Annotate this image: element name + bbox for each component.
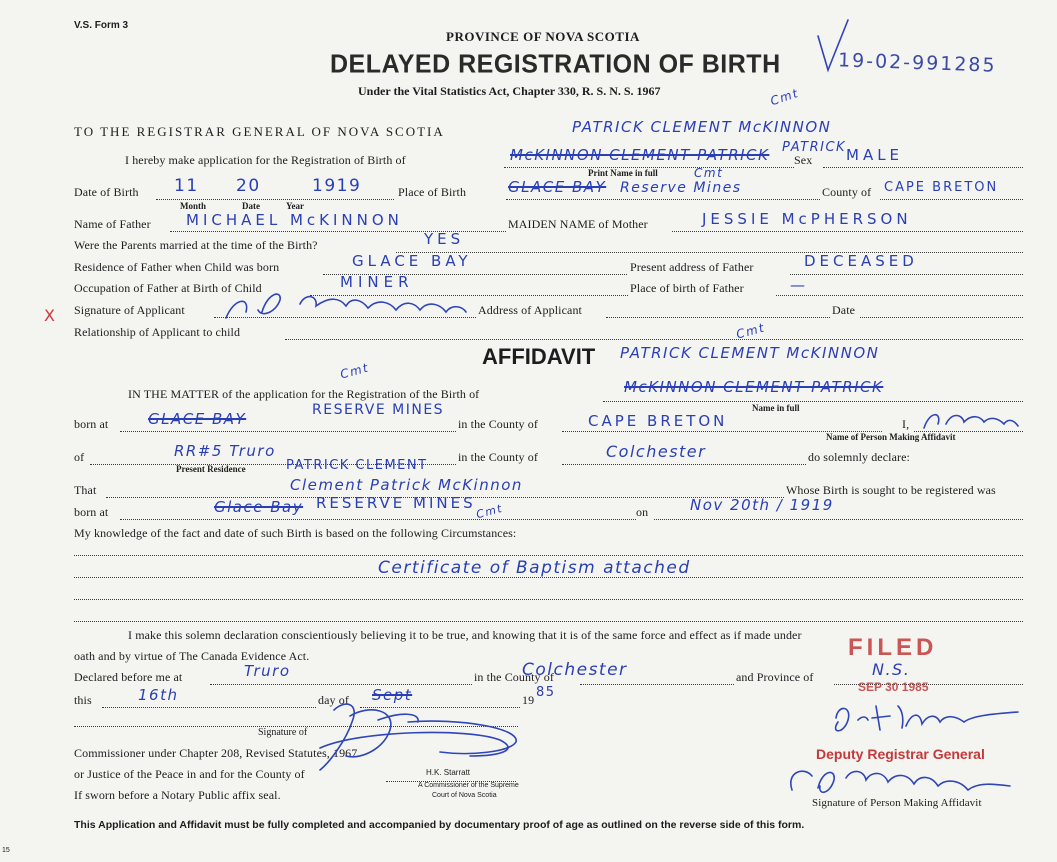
- mother-label: MAIDEN NAME of Mother: [508, 217, 648, 231]
- address-label: Address of Applicant: [478, 303, 582, 317]
- this-label: this: [74, 693, 92, 707]
- whose-birth-label: Whose Birth is sought to be registered was: [786, 483, 996, 497]
- declared-county-value: Colchester: [522, 660, 628, 680]
- solemn-line-2: oath and by virtue of The Canada Evidence Act.: [74, 649, 310, 663]
- dob-month: 11: [174, 176, 199, 196]
- that-value: Clement Patrick McKinnon: [290, 476, 523, 494]
- of-value: RR#5 Truro: [174, 442, 276, 460]
- place-label: Place of Birth: [398, 185, 467, 199]
- residence-value: GLACE BAY: [352, 252, 472, 270]
- name-struck: McKINNON CLEMENT PATRICK: [510, 146, 770, 164]
- occupation-label: Occupation of Father at Birth of Child: [74, 281, 262, 295]
- month-label: Month: [180, 201, 207, 211]
- signature-of-label: Signature of: [258, 727, 308, 738]
- declared-label: Declared before me at: [74, 670, 183, 684]
- county-label: County of: [822, 185, 872, 199]
- knowledge-label: My knowledge of the fact and date of such Birth is based on the following Circumstances:: [74, 526, 517, 540]
- this-value: 16th: [138, 686, 179, 704]
- married-label: Were the Parents married at the time of the Birth?: [74, 238, 318, 252]
- date-field-label: Date: [832, 303, 856, 317]
- initials-1: Cmt: [768, 85, 801, 109]
- day-of-label: day of: [318, 693, 349, 707]
- place-value: Reserve Mines: [620, 180, 742, 196]
- corner-number: 15: [2, 847, 10, 854]
- print-name-label: Print Name in full: [588, 168, 658, 178]
- knowledge-initials: Cmt: [474, 501, 505, 522]
- matter-initials: Cmt: [338, 360, 371, 382]
- on-value: Nov 20th / 1919: [690, 496, 834, 514]
- born-county-value: CAPE BRETON: [588, 412, 728, 430]
- registrar-signature: [836, 706, 1018, 731]
- matter-name-struck: McKINNON CLEMENT PATRICK: [624, 378, 884, 396]
- dob-day: 20: [236, 176, 261, 196]
- day-of-value: Sept: [372, 686, 413, 704]
- that-insert: PATRICK CLEMENT: [286, 458, 428, 473]
- father-value: MICHAEL McKINNON: [186, 211, 403, 229]
- commissioner-stamp-line-1: A Commissioner of the Supreme: [418, 782, 519, 789]
- filed-date-stamp: SEP 30 1985: [858, 680, 929, 694]
- father-label: Name of Father: [74, 217, 151, 231]
- footer-note: This Application and Affidavit must be fully completed and accompanied by documentary proof of age as outlined on the reverse side of this form.: [74, 819, 805, 831]
- registration-number: 19-02-991285: [837, 49, 997, 77]
- to-name: PATRICK CLEMENT McKINNON: [572, 118, 832, 136]
- matter-label: IN THE MATTER of the application for the Registration of the Birth of: [128, 387, 480, 401]
- born-at-2-label: born at: [74, 505, 109, 519]
- father-birthplace-label: Place of birth of Father: [630, 281, 744, 295]
- to-registrar-line: TO THE REGISTRAR GENERAL OF NOVA SCOTIA: [74, 124, 445, 139]
- present-address-label: Present address of Father: [630, 260, 754, 274]
- applicant-signature: [226, 294, 466, 318]
- commissioner-stamp-line-2: Court of Nova Scotia: [432, 792, 497, 799]
- affidavit-heading: AFFIDAVIT: [482, 344, 596, 369]
- province-value: N.S.: [872, 660, 911, 679]
- born-value: RESERVE MINES: [312, 402, 445, 418]
- in-county-3-label: in the County of: [474, 670, 554, 684]
- year-value: 85: [536, 685, 556, 700]
- form-title: DELAYED REGISTRATION OF BIRTH: [330, 49, 781, 79]
- deputy-registrar-stamp: Deputy Registrar General: [816, 746, 985, 762]
- year-label: Year: [286, 201, 304, 211]
- declared-value: Truro: [244, 662, 291, 680]
- residence-county-value: Colchester: [606, 442, 707, 461]
- born-at-label: born at: [74, 417, 109, 431]
- commissioner-label: Commissioner under Chapter 208, Revised Statutes, 1967: [74, 746, 358, 760]
- affidavit-heading-name: PATRICK CLEMENT McKINNON: [620, 344, 880, 362]
- date-label: Date: [242, 201, 260, 211]
- in-county-2-label: in the County of: [458, 450, 538, 464]
- occupation-value: MINER: [340, 273, 414, 291]
- i-label: I,: [902, 417, 910, 431]
- name-full-label: Name in full: [752, 403, 800, 413]
- circumstances-value: Certificate of Baptism attached: [378, 558, 691, 578]
- application-label: I hereby make application for the Registration of Birth of: [125, 153, 406, 167]
- county-value: CAPE BRETON: [884, 180, 999, 195]
- declare-label: do solemnly declare:: [808, 450, 910, 464]
- filed-stamp: FILED: [848, 634, 938, 661]
- mother-value: JESSIE McPHERSON: [702, 210, 912, 228]
- notary-label: If sworn before a Notary Public affix seal.: [74, 788, 281, 802]
- dob-year: 1919: [312, 176, 362, 196]
- relationship-label: Relationship of Applicant to child: [74, 325, 241, 339]
- sig-person-label: Signature of Person Making Affidavit: [812, 797, 982, 809]
- sex-value: MALE: [846, 146, 904, 164]
- father-birthplace-value: —: [790, 276, 807, 294]
- affiant-signature-1: [924, 415, 1018, 428]
- affiant-signature-2: [791, 771, 1010, 792]
- x-mark: X: [44, 306, 55, 325]
- present-residence-label: Present Residence: [176, 464, 246, 474]
- in-county-label: in the County of: [458, 417, 538, 431]
- patrick-insert: PATRICK: [782, 140, 847, 155]
- that-label: That: [74, 483, 97, 497]
- justice-label: or Justice of the Peace in and for the County of: [74, 767, 305, 781]
- form-code: V.S. Form 3: [74, 20, 129, 31]
- place-struck: GLACE BAY: [508, 178, 607, 196]
- born-at-2-struck: Glace Bay: [214, 498, 304, 516]
- sex-label: Sex: [794, 153, 813, 167]
- initials-2: Cmt: [694, 166, 724, 180]
- born-at-2-value: RESERVE MINES: [316, 494, 476, 512]
- form-subtitle: Under the Vital Statistics Act, Chapter 330, R. S. N. S. 1967: [358, 84, 661, 98]
- dob-label: Date of Birth: [74, 185, 139, 199]
- present-address-value: DECEASED: [804, 252, 918, 270]
- commissioner-stamp-name: H.K. Starratt: [426, 768, 471, 777]
- of-label: of: [74, 450, 85, 464]
- person-making-label: Name of Person Making Affidavit: [826, 432, 956, 442]
- province-label: and Province of: [736, 670, 814, 684]
- check-mark: [818, 20, 848, 70]
- province-heading: PROVINCE OF NOVA SCOTIA: [446, 29, 640, 44]
- year-suffix: 19: [522, 693, 535, 707]
- married-value: YES: [424, 230, 465, 248]
- on-label: on: [636, 505, 649, 519]
- born-struck: GLACE BAY: [148, 410, 247, 428]
- signature-label: Signature of Applicant: [74, 303, 185, 317]
- affidavit-initials: Cmt: [734, 320, 767, 342]
- residence-label: Residence of Father when Child was born: [74, 260, 280, 274]
- solemn-line-1: I make this solemn declaration conscientiously believing it to be true, and knowing that it is of the same force and effect as if made under: [128, 628, 802, 642]
